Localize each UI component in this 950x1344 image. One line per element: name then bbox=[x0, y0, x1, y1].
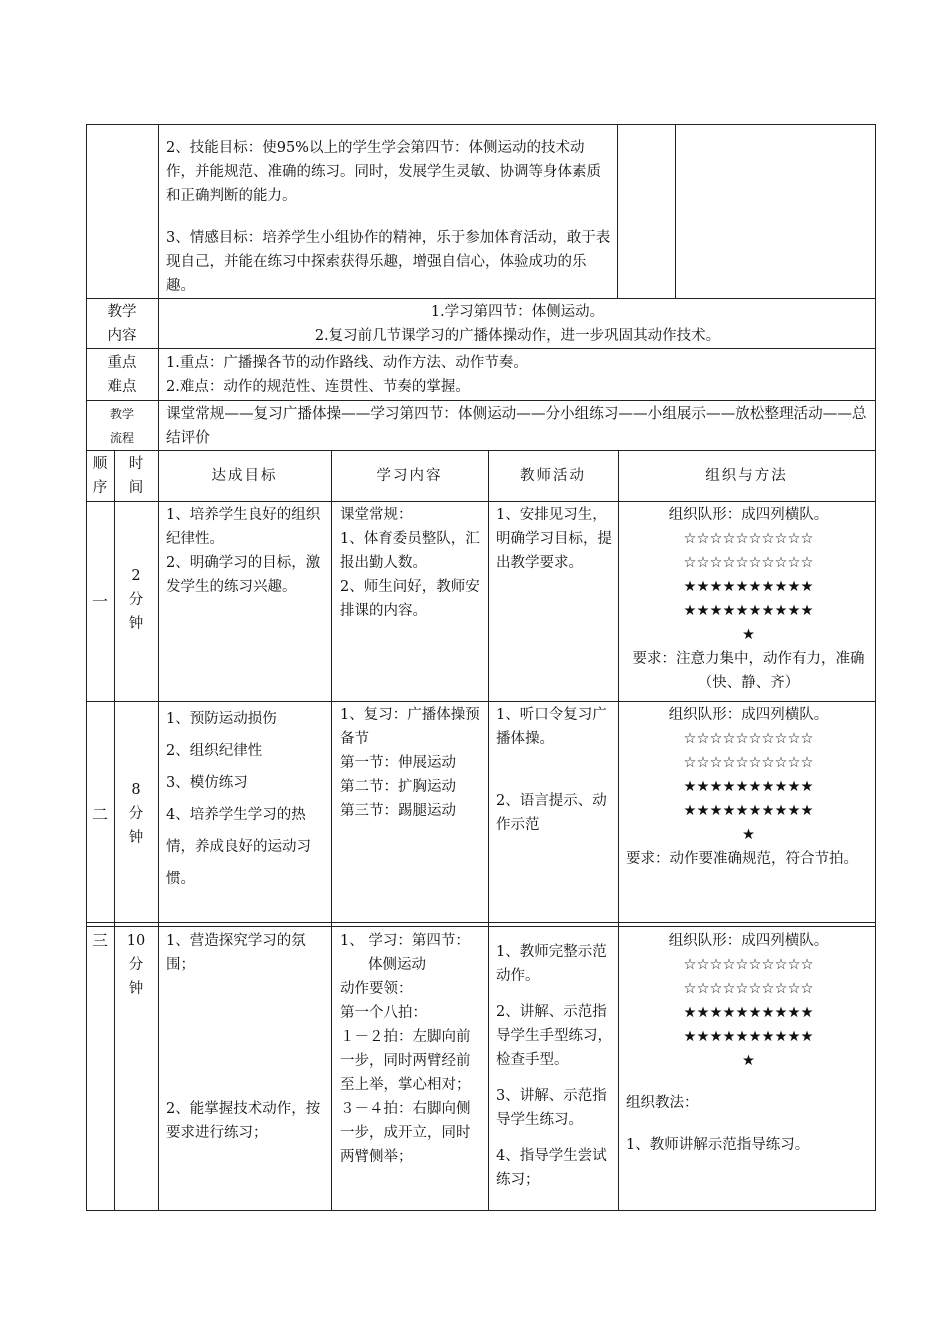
row-2-teacher-2: 2、语言提示、动作示范 bbox=[496, 793, 607, 833]
row-2-stars-hollow-2: ☆☆☆☆☆☆☆☆☆☆ bbox=[683, 755, 814, 771]
row-3-star-single: ★ bbox=[742, 1053, 755, 1069]
header-method bbox=[618, 464, 875, 488]
row-2-method-title: 组织队形：成四列横队。 bbox=[668, 707, 829, 723]
row-1-time-3: 钟 bbox=[128, 616, 144, 632]
grid-line bbox=[86, 926, 876, 927]
row-3-time-2: 分 bbox=[128, 957, 144, 973]
row-1-order bbox=[86, 590, 114, 614]
row-1-time-2: 分 bbox=[128, 592, 144, 608]
flow-line: 课堂常规——复习广播体操——学习第四节：体侧运动——分小组练习——小组展示——放松整理活动——总结评价 bbox=[166, 405, 867, 446]
key-text bbox=[166, 351, 871, 399]
grid-line bbox=[86, 701, 876, 702]
emotion-goal-text: 3、情感目标：培养学生小组协作的精神，乐于参加体育活动，敢于表现自己，并能在练习中探索获得乐趣，增强自信心，体验成功的乐趣。 bbox=[166, 230, 611, 294]
row-2-content-2: 第一节：伸展运动 bbox=[340, 755, 456, 771]
row-3-order bbox=[86, 929, 114, 953]
row-2-time-1: 8 bbox=[131, 782, 141, 798]
flow-label-line-1: 教学 bbox=[109, 407, 134, 421]
row-3-content-5: １－２拍：左脚向前一步，同时两臂经前至上举，掌心相对； bbox=[340, 1029, 471, 1093]
row-3-content-6: ３－４拍：右脚向侧一步，成开立，同时两臂侧举； bbox=[340, 1101, 471, 1165]
row-1-teacher-1: 1、安排见习生，明确学习目标，提出教学要求。 bbox=[496, 507, 612, 571]
content-label bbox=[86, 300, 158, 348]
flow-text bbox=[166, 402, 871, 450]
row-2-method-req: 要求：动作要准确规范，符合节拍。 bbox=[626, 851, 858, 867]
key-label-line-1: 重点 bbox=[107, 355, 137, 371]
row-1-method-req: 要求：注意力集中，动作有力，准确（快、静、齐） bbox=[632, 651, 865, 691]
key-label-line-2: 难点 bbox=[107, 379, 137, 395]
row-2-star-single: ★ bbox=[742, 827, 755, 843]
grid-line bbox=[618, 450, 619, 1210]
grid-line bbox=[86, 1210, 876, 1211]
row-3-teacher bbox=[496, 940, 614, 1192]
row-3-goal-2: 2、能掌握技术动作，按要求进行练习； bbox=[166, 1101, 321, 1141]
row-1-content-1: 课堂常规： bbox=[340, 507, 413, 523]
row-1-method-title: 组织队形：成四列横队。 bbox=[668, 507, 829, 523]
header-order-2: 序 bbox=[92, 480, 108, 496]
key-line-2: 2.难点：动作的规范性、连贯性、节奏的掌握。 bbox=[166, 379, 470, 395]
row-1-goal-1: 1、培养学生良好的组织纪律性。 bbox=[166, 507, 321, 547]
row-3-stars-solid-2: ★★★★★★★★★★ bbox=[683, 1029, 814, 1045]
row-3-order-text: 三 bbox=[91, 931, 108, 950]
header-time bbox=[114, 452, 158, 500]
header-time-1: 时 bbox=[128, 456, 144, 472]
row-2-order-text: 二 bbox=[91, 805, 108, 824]
row-3-stars-hollow-1: ☆☆☆☆☆☆☆☆☆☆ bbox=[683, 957, 814, 973]
row-3-stars-solid-1: ★★★★★★★★★★ bbox=[683, 1005, 814, 1021]
row-3-teacher-1: 1、教师完整示范动作。 bbox=[496, 944, 607, 984]
grid-line bbox=[86, 298, 876, 299]
row-1-content-2: 1、体育委员整队，汇报出勤人数。 bbox=[340, 531, 480, 571]
header-content bbox=[331, 464, 488, 488]
row-2-method bbox=[626, 703, 871, 871]
row-1-stars-hollow-2: ☆☆☆☆☆☆☆☆☆☆ bbox=[683, 555, 814, 571]
header-method-text: 组织与方法 bbox=[705, 468, 788, 484]
row-3-method-sub: 组织教法： bbox=[626, 1095, 699, 1111]
row-3-method-1: 1、教师讲解示范指导练习。 bbox=[626, 1137, 810, 1153]
row-2-stars-hollow-1: ☆☆☆☆☆☆☆☆☆☆ bbox=[683, 731, 814, 747]
row-2-order bbox=[86, 803, 114, 827]
content-line-1: 1.学习第四节：体侧运动。 bbox=[430, 304, 605, 320]
row-1-content-3: 2、师生问好，教师安排课的内容。 bbox=[340, 579, 480, 619]
row-1-content bbox=[340, 503, 483, 623]
row-1-order-text: 一 bbox=[91, 592, 108, 611]
flow-label bbox=[86, 402, 158, 450]
grid-line bbox=[158, 124, 159, 298]
key-line-1: 1.重点：广播操各节的动作路线、动作方法、动作节奏。 bbox=[166, 355, 528, 371]
row-2-teacher-1: 1、听口令复习广播体操。 bbox=[496, 707, 607, 747]
row-3-teacher-4: 4、指导学生尝试练习； bbox=[496, 1148, 607, 1188]
row-3-goal bbox=[166, 929, 326, 1145]
row-2-stars-solid-2: ★★★★★★★★★★ bbox=[683, 803, 814, 819]
row-3-goal-1: 1、营造探究学习的氛围； bbox=[166, 933, 306, 973]
row-2-content-4: 第三节：踢腿运动 bbox=[340, 803, 456, 819]
skill-goal-text: 2、技能目标：使95%以上的学生学会第四节：体侧运动的技术动作，并能规范、准确的练习。同时，发展学生灵敏、协调等身体素质和正确判断的能力。 bbox=[166, 140, 601, 204]
header-teacher bbox=[488, 464, 618, 488]
grid-line bbox=[617, 124, 618, 298]
row-2-time bbox=[114, 778, 158, 850]
grid-line bbox=[331, 450, 332, 1210]
header-time-2: 间 bbox=[128, 480, 144, 496]
row-1-stars-solid-2: ★★★★★★★★★★ bbox=[683, 603, 814, 619]
row-1-time-1: 2 bbox=[131, 568, 141, 584]
row-1-goal-2: 2、明确学习的目标，激发学生的练习兴趣。 bbox=[166, 555, 321, 595]
row-3-time-3: 钟 bbox=[128, 981, 144, 997]
grid-line bbox=[86, 501, 876, 502]
row-1-stars-hollow-1: ☆☆☆☆☆☆☆☆☆☆ bbox=[683, 531, 814, 547]
row-1-star-single: ★ bbox=[742, 627, 755, 643]
grid-line bbox=[158, 450, 159, 1210]
grid-line bbox=[86, 922, 876, 923]
row-1-teacher bbox=[496, 503, 614, 575]
row-2-goal-3: 3、模仿练习 bbox=[166, 775, 248, 791]
row-2-content-3: 第二节：扩胸运动 bbox=[340, 779, 456, 795]
row-2-goal-1: 1、预防运动损伤 bbox=[166, 711, 277, 727]
row-3-content bbox=[340, 929, 483, 1169]
row-2-time-2: 分 bbox=[128, 806, 144, 822]
row-1-goal bbox=[166, 503, 326, 599]
header-goal-text: 达成目标 bbox=[211, 468, 278, 484]
grid-line bbox=[86, 124, 87, 1211]
row-3-content-1: 1、 学习：第四节： bbox=[340, 933, 470, 949]
grid-line bbox=[158, 298, 159, 450]
row-3-teacher-2: 2、讲解、示范指导学生手型练习，检查手型。 bbox=[496, 1004, 612, 1068]
row-3-content-2: 体侧运动 bbox=[368, 957, 426, 973]
row-2-content-1: 1、复习：广播体操预备节 bbox=[340, 707, 480, 747]
content-label-line-1: 教学 bbox=[107, 304, 137, 320]
header-order bbox=[86, 452, 114, 500]
content-line-2: 2.复习前几节课学习的广播体操动作，进一步巩固其动作技术。 bbox=[314, 328, 721, 344]
grid-line bbox=[875, 124, 876, 1211]
header-order-1: 顺 bbox=[92, 456, 108, 472]
row-3-time-1: 10 bbox=[126, 933, 146, 949]
grid-line bbox=[488, 450, 489, 1210]
grid-line bbox=[86, 400, 876, 401]
row-3-teacher-3: 3、讲解、示范指导学生练习。 bbox=[496, 1088, 607, 1128]
grid-line bbox=[86, 348, 876, 349]
key-label bbox=[86, 351, 158, 399]
content-label-line-2: 内容 bbox=[107, 328, 137, 344]
row-3-time bbox=[114, 929, 158, 1001]
row-1-method bbox=[626, 503, 871, 695]
row-3-content-3: 动作要领： bbox=[340, 981, 413, 997]
skill-goal bbox=[166, 136, 612, 298]
row-2-teacher bbox=[496, 703, 614, 837]
grid-line bbox=[675, 124, 676, 298]
row-3-content-4: 第一个八拍： bbox=[340, 1005, 427, 1021]
header-goal bbox=[158, 464, 331, 488]
header-content-text: 学习内容 bbox=[376, 468, 443, 484]
row-2-time-3: 钟 bbox=[128, 830, 144, 846]
grid-line bbox=[86, 450, 876, 451]
content-text bbox=[160, 300, 875, 348]
row-3-method bbox=[626, 929, 871, 1157]
row-1-time bbox=[114, 564, 158, 636]
row-2-content bbox=[340, 703, 483, 823]
row-2-goal bbox=[166, 703, 326, 895]
row-2-stars-solid-1: ★★★★★★★★★★ bbox=[683, 779, 814, 795]
row-3-stars-hollow-2: ☆☆☆☆☆☆☆☆☆☆ bbox=[683, 981, 814, 997]
grid-line bbox=[86, 124, 876, 125]
row-2-goal-4: 4、培养学生学习的热情，养成良好的运动习惯。 bbox=[166, 807, 311, 887]
flow-label-line-2: 流程 bbox=[109, 431, 134, 445]
header-teacher-text: 教师活动 bbox=[520, 468, 586, 484]
row-3-method-title: 组织队形：成四列横队。 bbox=[668, 933, 829, 949]
row-1-stars-solid-1: ★★★★★★★★★★ bbox=[683, 579, 814, 595]
row-2-goal-2: 2、组织纪律性 bbox=[166, 743, 263, 759]
